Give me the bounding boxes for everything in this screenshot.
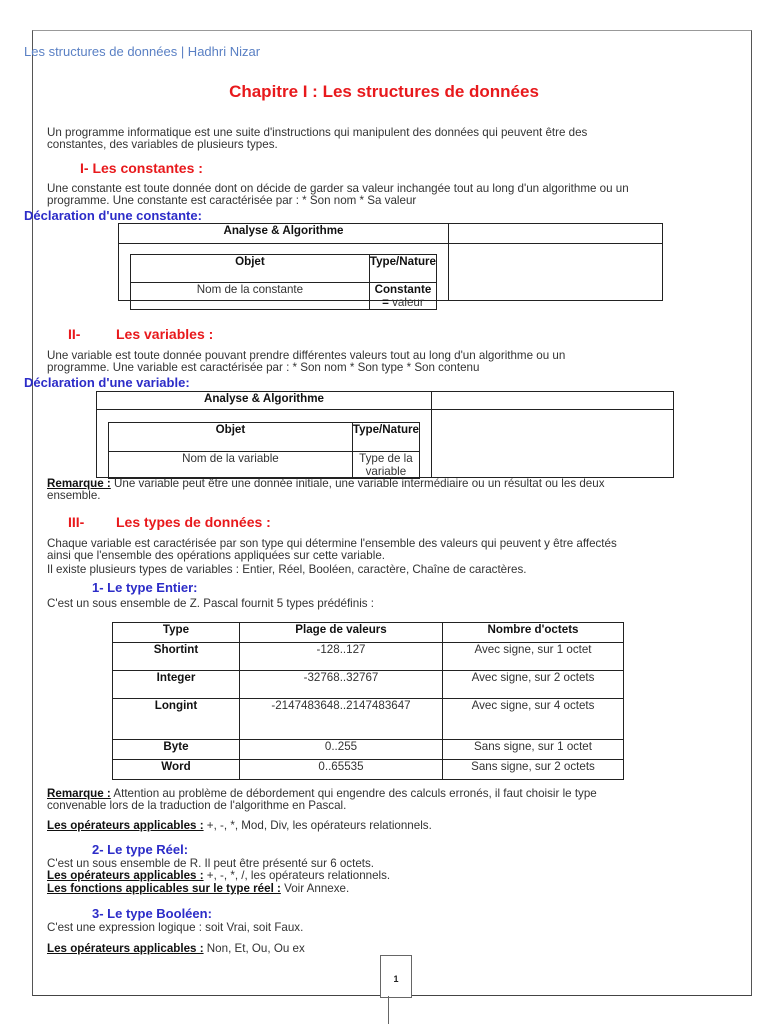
- entier-operators: [47, 820, 432, 832]
- type-entier-heading: 1- Le type Entier:: [92, 580, 198, 595]
- cell-plage: -2147483648..2147483647: [240, 699, 443, 740]
- cell-plage: 0..65535: [240, 760, 443, 780]
- table-row: [113, 740, 624, 760]
- functions-label: Les fonctions applicables sur le type réel :: [47, 882, 281, 895]
- booleen-line-1: C'est une expression logique : soit Vrai, soit Faux.: [47, 921, 304, 934]
- variable-remark-line-2: ensemble.: [47, 489, 101, 502]
- col-type-nature: Type/Nature: [352, 423, 419, 452]
- variables-line-1: Une variable est toute donnée pouvant prendre différentes valeurs tout au long d'un algorithme ou un: [47, 349, 566, 362]
- section-constantes-heading: I- Les constantes :: [80, 160, 203, 176]
- constante-keyword: Constante =: [374, 283, 432, 309]
- cell-type: Byte: [113, 740, 240, 760]
- cell-constante-valeur: [369, 283, 436, 310]
- constantes-line-2: programme. Une constante est caractérisée par : * Son nom * Sa valeur: [47, 194, 417, 207]
- table-row: [113, 760, 624, 780]
- cell-plage: 0..255: [240, 740, 443, 760]
- declaration-constante-label: Déclaration d'une constante:: [24, 208, 202, 223]
- col-header-octets: Nombre d'octets: [443, 623, 624, 643]
- remark-text: Attention au problème de débordement qui engendre des calculs erronés, il faut choisir le type: [110, 787, 597, 800]
- types-line-3: Il existe plusieurs types de variables : Entier, Réel, Booléen, caractère, Chaîne de caractères.: [47, 563, 527, 576]
- operators-label: Les opérateurs applicables :: [47, 869, 204, 882]
- page-number-connector: [388, 996, 389, 1024]
- cell-octets: Avec signe, sur 4 octets: [443, 699, 624, 740]
- type-entier-intro: C'est un sous ensemble de Z. Pascal fournit 5 types prédéfinis :: [47, 597, 375, 610]
- cell-type: Longint: [113, 699, 240, 740]
- cell-type-variable: Type de la variable: [352, 452, 419, 479]
- table-row: [113, 671, 624, 699]
- intro-line-1: Un programme informatique est une suite d'instructions qui manipulent des données qui peuvent être des: [47, 126, 588, 139]
- empty-cell: [449, 244, 663, 301]
- col-type-nature: Type/Nature: [369, 255, 436, 283]
- valeur-text: valeur: [388, 296, 424, 309]
- types-line-1: Chaque variable est caractérisée par son type qui détermine l'ensemble des valeurs qui peuvent y être affectés: [47, 537, 617, 550]
- cell-octets: Avec signe, sur 1 octet: [443, 643, 624, 671]
- operators-text: Non, Et, Ou, Ou ex: [203, 942, 305, 955]
- constante-inner-table: [130, 254, 437, 310]
- constantes-line-1: Une constante est toute donnée dont on décide de garder sa valeur inchangée tout au long d'un algorithme ou un: [47, 182, 629, 195]
- variables-line-2: programme. Une variable est caractérisée par : * Son nom * Son type * Son contenu: [47, 361, 480, 374]
- cell-nom-constante: Nom de la constante: [131, 283, 370, 310]
- cell-octets: Avec signe, sur 2 octets: [443, 671, 624, 699]
- integer-types-table: [112, 622, 624, 780]
- page-number: 1: [380, 955, 412, 998]
- cell-plage: -128..127: [240, 643, 443, 671]
- chapter-title: Chapitre I : Les structures de données: [229, 82, 539, 101]
- cell-nom-variable: Nom de la variable: [109, 452, 353, 479]
- table-row: [113, 643, 624, 671]
- intro-line-2: constantes, des variables de plusieurs types.: [47, 138, 278, 151]
- operators-label: Les opérateurs applicables :: [47, 942, 204, 955]
- declaration-variable-label: Déclaration d'une variable:: [24, 375, 190, 390]
- empty-cell: [432, 392, 674, 410]
- cell-type: Shortint: [113, 643, 240, 671]
- variable-inner-table: [108, 422, 420, 479]
- col-header-plage: Plage de valeurs: [240, 623, 443, 643]
- table-header: Analyse & Algorithme: [97, 392, 432, 410]
- empty-cell: [449, 224, 663, 244]
- booleen-operators: [47, 943, 305, 955]
- cell-type: Integer: [113, 671, 240, 699]
- reel-functions: [47, 883, 349, 895]
- col-header-type: Type: [113, 623, 240, 643]
- operators-label: Les opérateurs applicables :: [47, 819, 204, 832]
- empty-cell: [432, 410, 674, 478]
- remark-label: Remarque :: [47, 787, 111, 800]
- cell-type: Word: [113, 760, 240, 780]
- section-types-heading: Les types de données :: [116, 514, 271, 530]
- table-header: Analyse & Algorithme: [119, 224, 449, 244]
- section-variables-heading: Les variables :: [116, 326, 214, 342]
- running-header: Les structures de données | Hadhri Nizar: [24, 44, 261, 59]
- variable-remark-line-1: [47, 478, 605, 490]
- type-booleen-heading: 3- Le type Booléen:: [92, 906, 212, 921]
- table-row: [113, 699, 624, 740]
- operators-text: +, -, *, /, les opérateurs relationnels.: [203, 869, 391, 882]
- cell-octets: Sans signe, sur 1 octet: [443, 740, 624, 760]
- entier-remark-line-2: convenable lors de la traduction de l'algorithme en Pascal.: [47, 799, 347, 812]
- col-objet: Objet: [131, 255, 370, 283]
- remark-text: Une variable peut être une donnée initiale, une variable intermédiaire ou un résultat ou les deux: [110, 477, 605, 490]
- remark-label: Remarque :: [47, 477, 111, 490]
- reel-operators: [47, 870, 390, 882]
- functions-text: Voir Annexe.: [280, 882, 350, 895]
- types-line-2: ainsi que l'ensemble des opérations appliquées sur cette variable.: [47, 549, 385, 562]
- cell-octets: Sans signe, sur 2 octets: [443, 760, 624, 780]
- reel-line-1: C'est un sous ensemble de R. Il peut être présenté sur 6 octets.: [47, 857, 375, 870]
- type-reel-heading: 2- Le type Réel:: [92, 842, 189, 857]
- section-variables-number: II-: [68, 326, 81, 342]
- operators-text: +, -, *, Mod, Div, les opérateurs relationnels.: [203, 819, 432, 832]
- col-objet: Objet: [109, 423, 353, 452]
- section-types-number: III-: [68, 514, 85, 530]
- cell-plage: -32768..32767: [240, 671, 443, 699]
